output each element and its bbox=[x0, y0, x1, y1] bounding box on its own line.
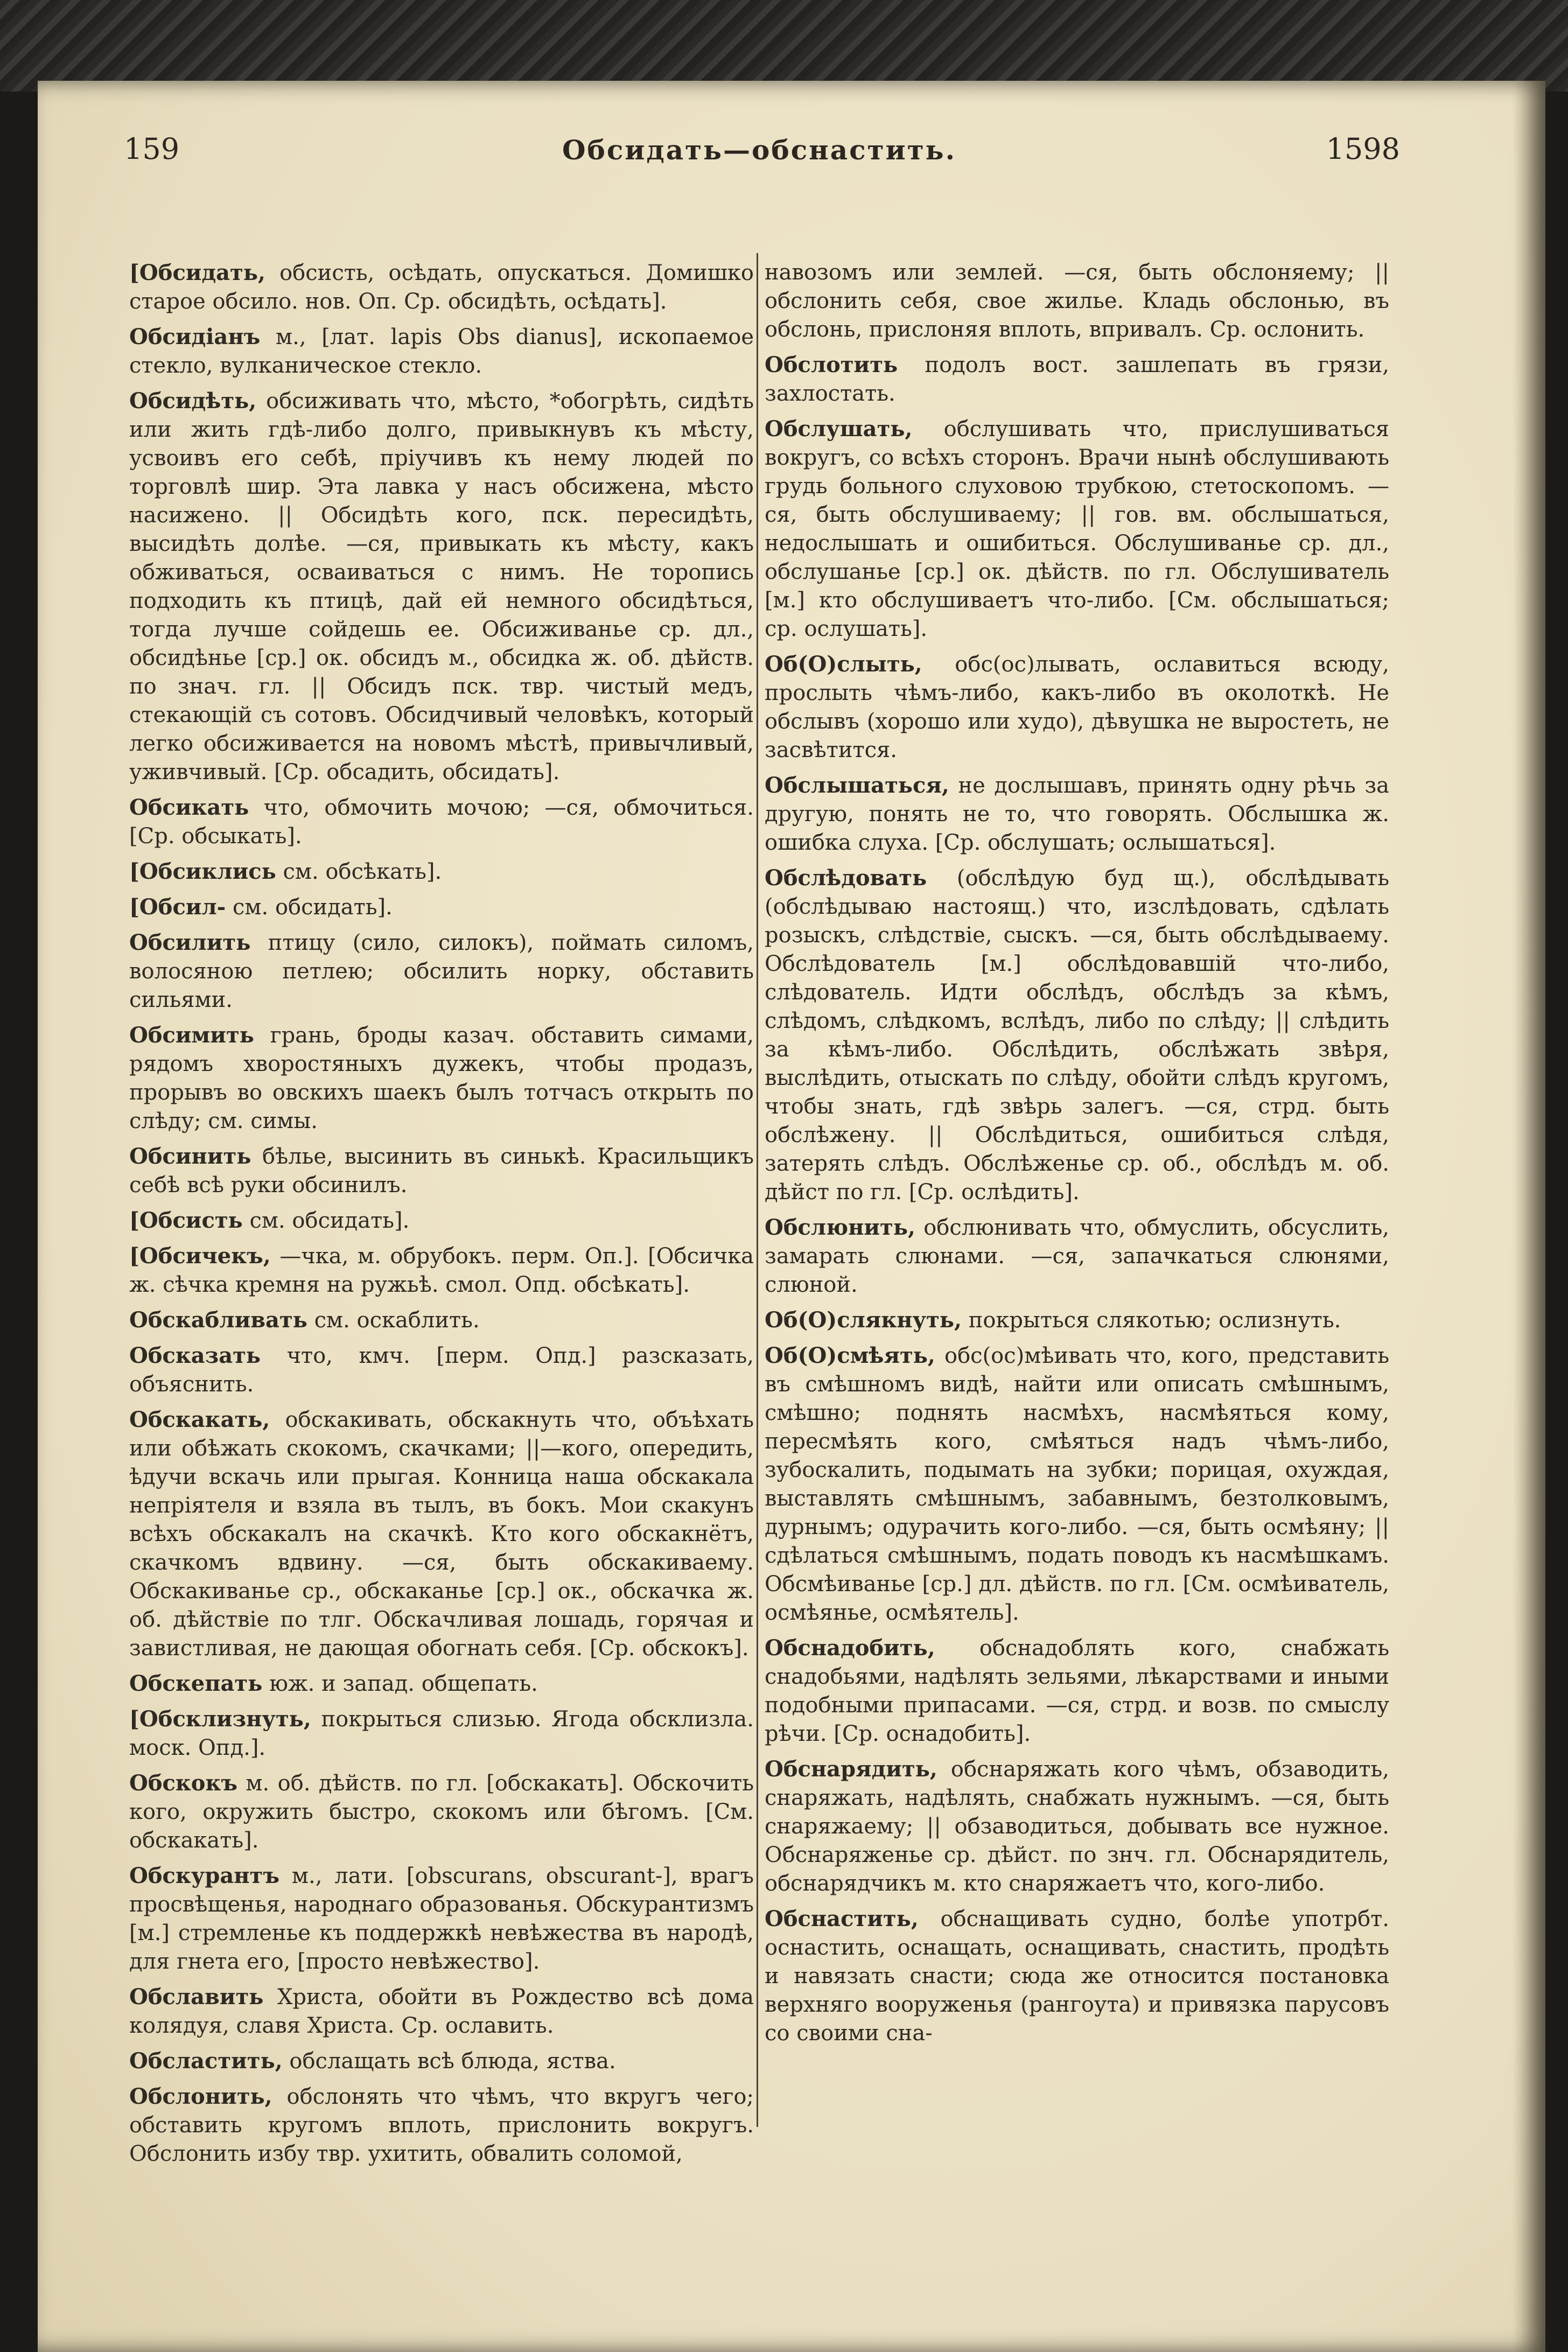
entry-text: см. обсидать]. bbox=[233, 895, 393, 920]
entry-text: юж. и запад. общепать. bbox=[269, 1671, 538, 1696]
entry-text: обснадоблять кого, снабжать снадобьями, надѣлять зельями, лѣкарствами и иными подобными припасами. —ся, стрд. и возв. по смыслу рѣчи. [Ср. оснадобить]. bbox=[765, 1636, 1390, 1746]
dictionary-entry bbox=[765, 864, 1389, 1207]
dictionary-entry bbox=[765, 650, 1389, 765]
entry-headword: Обскурантъ bbox=[129, 1863, 280, 1888]
dictionary-entry bbox=[765, 1634, 1389, 1748]
entry-headword: Обсинить bbox=[129, 1144, 251, 1169]
entry-headword: Обслушать, bbox=[765, 416, 913, 442]
entry-headword: [Обсклизнуть, bbox=[129, 1706, 311, 1732]
entry-headword: Обсимить bbox=[129, 1023, 254, 1048]
entry-text: покрыться слизью. Ягода обсклизла. моск. Опд.]. bbox=[129, 1707, 754, 1760]
entry-text: м., лати. [obscurans, obscurant-], врагъ просвѣщенья, народнаго образованья. Обскурантизмъ [м.] стремленье къ поддержкѣ невѣжества въ народѣ, для гнета его, [просто невѣжество]. bbox=[129, 1864, 754, 1974]
entry-text: обс(ос)лывать, ославиться всюду, прослыть чѣмъ-либо, какъ-либо въ околоткѣ. Не обслывъ (хорошо или худо), дѣвушка не выростеть, не засвѣтится. bbox=[765, 652, 1389, 762]
page-edge-shadow bbox=[1513, 81, 1545, 2352]
entry-text: Христа, обойти въ Рождество всѣ дома колядуя, славя Христа. Ср. ославить. bbox=[129, 1985, 754, 2038]
entry-headword: Об(О)слыть, bbox=[765, 652, 922, 677]
entry-headword: Обснадобить, bbox=[765, 1635, 935, 1661]
dictionary-entry bbox=[129, 2082, 754, 2168]
running-title: Обсидать—обснастить. bbox=[562, 134, 957, 166]
entry-headword: Обслышаться, bbox=[765, 773, 949, 798]
entry-text: м. об. дѣйств. по гл. [обскакать]. Обскочить кого, окружить быстро, скокомъ или бѣгомъ. [См. обскакать]. bbox=[129, 1771, 754, 1853]
dictionary-entry bbox=[765, 1341, 1389, 1627]
entry-headword: Об(О)смѣять, bbox=[765, 1343, 935, 1368]
entry-text: м., [лат. lapis Obs dianus], ископаемое стекло, вулканическое стекло. bbox=[129, 325, 754, 378]
entry-headword: [Обсичекъ, bbox=[129, 1243, 271, 1269]
entry-text: грань, броды казач. обставить симами, рядомъ хворостяныхъ дужекъ, чтобы продазъ, прорывъ во овскихъ шаекъ былъ тотчасъ открыть по слѣду; см. симы. bbox=[129, 1023, 754, 1133]
entry-headword: Об(О)слякнуть, bbox=[765, 1307, 962, 1333]
entry-text: подолъ вост. зашлепать въ грязи, захлостать. bbox=[765, 353, 1389, 406]
dictionary-entry bbox=[129, 258, 754, 316]
entry-text: обслюнивать что, обмуслить, обсуслить, замарать слюнами. —ся, запачкаться слюнями, слюной. bbox=[765, 1215, 1389, 1297]
dictionary-entry bbox=[129, 893, 754, 922]
dictionary-entry bbox=[129, 1769, 754, 1855]
entry-headword: Обслонить, bbox=[129, 2084, 272, 2109]
dictionary-entry bbox=[765, 415, 1389, 643]
entry-headword: Обсилить bbox=[129, 930, 251, 955]
entry-text: бѣлье, высинить въ синькѣ. Красильщикъ себѣ всѣ руки обсинилъ. bbox=[129, 1144, 754, 1198]
entry-headword: Обсказать bbox=[129, 1343, 261, 1368]
entry-text: не дослышавъ, принять одну рѣчь за другую, понять не то, что говорять. Обслышка ж. ошибка слуха. [Ср. обслушать; ослышаться]. bbox=[765, 773, 1390, 855]
dictionary-entry bbox=[129, 1206, 754, 1235]
dictionary-entry bbox=[129, 1142, 754, 1200]
page-header bbox=[86, 132, 1432, 175]
entry-text: обсисть, осѣдать, опускаться. Домишко старое обсило. нов. Оп. Ср. обсидѣть, осѣдать]. bbox=[129, 261, 754, 314]
entry-text: обсиживать что, мѣсто, *обогрѣть, сидѣть или жить гдѣ-либо долго, привыкнувъ къ мѣсту, усвоивъ его себѣ, пріучивъ къ нему людей по торговлѣ шир. Эта лавка у насъ обсижена, мѣсто насижено. || Обсидѣть кого, пск. пересидѣть, высидѣть долѣе. —ся, привыкать къ мѣсту, какъ обживаться, осваиваться с нимъ. Не торопись подходить къ птицѣ, дай ей немного обсидѣться, тогда лучше сойдешь ее. Обсиживанье ср. дл., обсидѣнье [ср.] ок. обсидъ м., обсидка ж. об. дѣйств. по знач. гл. || Обсидъ пск. твр. чистый медъ, стекающій съ сотовъ. Обсидчивый человѣкъ, который легко обсиживается на новомъ мѣстѣ, привычливый, уживчивый. [Ср. обсадить, обсидать]. bbox=[129, 389, 754, 785]
dictionary-entry bbox=[129, 1341, 754, 1399]
dictionary-entry bbox=[129, 1669, 754, 1698]
entry-headword: Обснастить, bbox=[765, 1906, 919, 1931]
dictionary-entry bbox=[129, 387, 754, 787]
dictionary-entry bbox=[129, 1983, 754, 2040]
entry-text: обснаряжать кого чѣмъ, обзаводить, снаряжать, надѣлять, снабжать нужнымъ. —ся, быть снаряжаему; || обзаводиться, добывать все нужное. Обснаряженье ср. дѣйст. по знч. гл. Обснарядитель, обснарядчикъ м. кто снаряжаетъ что, кого-либо. bbox=[765, 1757, 1389, 1896]
entry-text: см. обсѣкать]. bbox=[283, 859, 442, 884]
dictionary-entry bbox=[765, 258, 1389, 344]
entry-text: см. обсидать]. bbox=[249, 1208, 410, 1233]
dictionary-entry bbox=[129, 857, 754, 886]
dictionary-entry bbox=[129, 1405, 754, 1663]
dictionary-entry bbox=[129, 1306, 754, 1335]
entry-text: обслонять что чѣмъ, что вкругъ чего; обставить кругомъ вплоть, прислонить вокругъ. Обслонить избу твр. ухитить, обвалить соломой, bbox=[129, 2084, 754, 2166]
entry-headword: Обславить bbox=[129, 1984, 264, 2010]
dictionary-entry bbox=[765, 771, 1389, 857]
entry-headword: Обскепать bbox=[129, 1671, 263, 1696]
entry-headword: Обслюнить, bbox=[765, 1215, 915, 1240]
dictionary-entry bbox=[765, 1306, 1389, 1335]
dictionary-entry bbox=[129, 793, 754, 851]
entry-headword: [Обсил- bbox=[129, 894, 226, 920]
entry-text: (обслѣдую буд щ.), обслѣдывать (обслѣдываю настоящ.) что, изслѣдовать, сдѣлать розыскъ, слѣдствіе, сыскъ. —ся, быть обслѣдываему. Обслѣдователь [м.] обслѣдовавшій что-либо, слѣдователь. Идти обслѣдъ, обслѣдъ за кѣмъ, слѣдомъ, слѣдкомъ, вслѣдъ, либо по слѣду; || слѣдить за кѣмъ-либо. Обслѣдить, обслѣжать звѣря, выслѣдить, отыскать по слѣду, обойти слѣдъ кругомъ, чтобы знать, гдѣ звѣрь залегъ. —ся, стрд. быть обслѣжену. || Обслѣдиться, ошибиться слѣдя, затерять слѣдъ. Обслѣженье ср. об., обслѣдъ м. об. дѣйст по гл. [Ср. ослѣдить]. bbox=[765, 866, 1389, 1205]
dictionary-entry bbox=[765, 1213, 1389, 1299]
entry-text: обслушивать что, прислушиваться вокругъ, со всѣхъ сторонъ. Врачи нынѣ обслушивають грудь больного слуховою трубкою, стетоскопомъ. —ся, быть обслушиваему; || гов. вм. обслышаться, недослышать и ошибиться. Обслушиванье ср. дл., обслушанье [ср.] ок. дѣйств. по гл. Обслушиватель [м.] кто обслушиваетъ что-либо. [См. обслышаться; ср. ослушать]. bbox=[765, 417, 1389, 641]
entry-text: что, обмочить мочою; —ся, обмочиться. [Ср. обсыкать]. bbox=[129, 795, 754, 849]
left-column bbox=[129, 258, 754, 2166]
entry-headword: Обсидіанъ bbox=[129, 324, 261, 349]
entry-headword: Обскакать, bbox=[129, 1407, 270, 1432]
dictionary-entry bbox=[765, 1905, 1389, 2048]
column-divider bbox=[757, 253, 758, 2127]
entry-headword: Обсластить, bbox=[129, 2048, 283, 2074]
entry-text: птицу (сило, силокъ), поймать силомъ, волосяною петлею; обсилить норку, обставить сильями. bbox=[129, 930, 754, 1012]
entry-text: навозомъ или землей. —ся, быть обслоняему; || обслонить себя, свое жилье. Кладь обслонью, въ обслонь, прислоняя вплоть, впривалъ. Ср. ослонить. bbox=[765, 260, 1389, 342]
entry-text: —чка, м. обрубокъ. перм. Оп.]. [Обсичка ж. сѣчка кремня на ружьѣ. смол. Опд. обсѣкать]. bbox=[129, 1244, 754, 1297]
dictionary-entry bbox=[765, 1755, 1389, 1898]
entry-headword: Обскабливать bbox=[129, 1307, 307, 1333]
entry-headword: Обсидѣть, bbox=[129, 388, 257, 414]
entry-text: обслащать всѣ блюда, яства. bbox=[289, 2049, 616, 2074]
scan-background-top bbox=[0, 0, 1568, 92]
entry-headword: Обскокъ bbox=[129, 1770, 238, 1796]
dictionary-entry bbox=[129, 1861, 754, 1976]
right-column bbox=[765, 258, 1389, 2143]
dictionary-entry bbox=[765, 351, 1389, 408]
dictionary-entry bbox=[129, 1021, 754, 1136]
entry-headword: [Обсисть bbox=[129, 1208, 243, 1233]
right-page-number: 1598 bbox=[1326, 132, 1400, 166]
dictionary-entry bbox=[129, 1242, 754, 1299]
dictionary-entry bbox=[129, 1705, 754, 1762]
dictionary-entry bbox=[129, 2047, 754, 2076]
entry-text: покрыться слякотью; ослизнуть. bbox=[968, 1308, 1341, 1333]
entry-headword: Обснарядить, bbox=[765, 1756, 937, 1782]
entry-headword: [Обсидать, bbox=[129, 260, 265, 285]
entry-text: обс(ос)мѣивать что, кого, представить въ смѣшномъ видѣ, найти или описать смѣшнымъ, смѣшно; поднять насмѣхъ, насмѣяться кому, пересмѣять кого, смѣяться надъ чѣмъ-либо, зубоскалить, подымать на зубки; порицая, охуждая, выставлять смѣшнымъ, забавнымъ, безтолковымъ, дурнымъ; одурачить кого-либо. —ся, быть осмѣяну; || сдѣлаться смѣшнымъ, подать поводъ къ насмѣшкамъ. Обсмѣиванье [ср.] дл. дѣйств. по гл. [См. осмѣиватель, осмѣянье, осмѣятель]. bbox=[765, 1343, 1390, 1625]
entry-headword: Обсикать bbox=[129, 795, 249, 820]
entry-text: см. оскаблить. bbox=[314, 1308, 480, 1333]
entry-text: обснащивать судно, болѣе употрбт. оснастить, оснащать, оснащивать, снастить, продѣть и навязать снасти; сюда же относится постановка верхняго вооруженья (рангоута) и привязка парусовъ со своими сна- bbox=[765, 1907, 1389, 2046]
entry-text: что, кмч. [перм. Опд.] разсказать, объяснить. bbox=[129, 1343, 754, 1397]
dictionary-entry bbox=[129, 323, 754, 380]
entry-headword: [Обсиклись bbox=[129, 859, 276, 884]
entry-text: обскакивать, обскакнуть что, объѣхать или обѣжать скокомъ, скачками; ||—кого, опередить, ѣдучи вскачь или прыгая. Конница наша обскакала непріятеля и взяла въ тылъ, въ бокъ. Мои скакунъ всѣхъ обскакалъ на скачкѣ. Кто кого обскакнётъ, скачкомъ вдвину. —ся, быть обскакиваему. Обскакиванье ср., обскаканье [ср.] ок., обскачка ж. об. дѣйствіе по тлг. Обскачливая лошадь, горячая и завистливая, не дающая обогнать себя. [Ср. обскокъ]. bbox=[129, 1408, 754, 1661]
dictionary-entry bbox=[129, 928, 754, 1014]
left-page-number: 159 bbox=[124, 132, 180, 166]
entry-headword: Обслотить bbox=[765, 352, 898, 377]
entry-headword: Обслѣдовать bbox=[765, 865, 927, 891]
